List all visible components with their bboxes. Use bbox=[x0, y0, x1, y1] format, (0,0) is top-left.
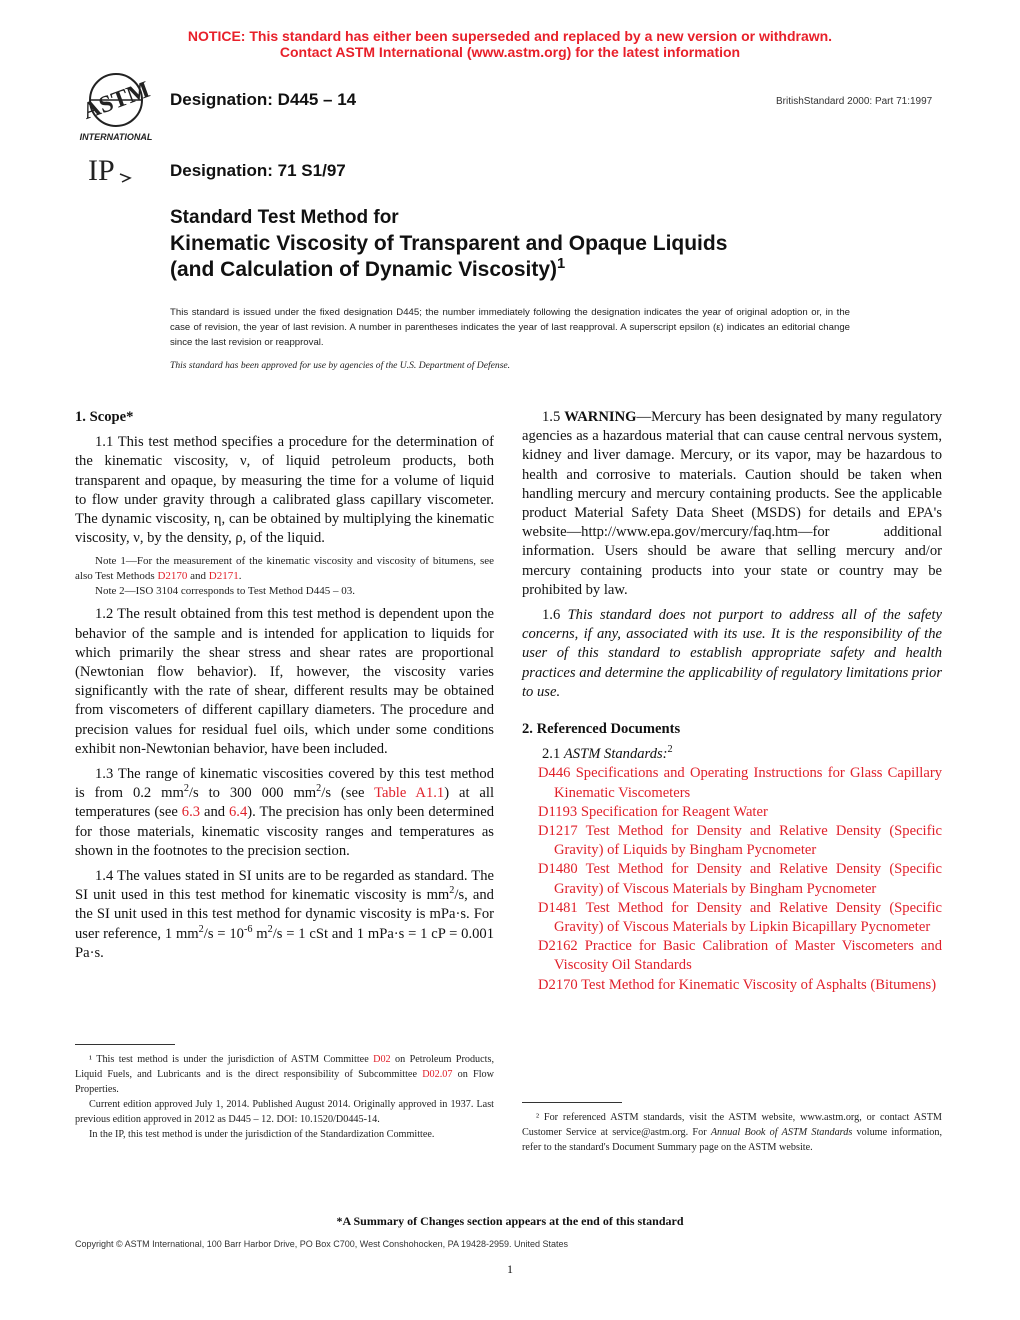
designation-astm: Designation: D445 – 14 bbox=[170, 90, 357, 109]
reference-list bbox=[522, 764, 942, 994]
link-d02[interactable]: D02 bbox=[373, 1054, 391, 1065]
reference-code[interactable]: D2170 bbox=[538, 976, 578, 993]
left-column bbox=[75, 408, 494, 963]
ip-logo bbox=[86, 152, 136, 186]
para-1-4: 1.4 The values stated in SI units are to be regarded as standard. The SI unit used in this test method for kinematic viscosity is $mm^2/s$, and the SI unit used in this test method for dynamic viscosity is mPa·s. For user reference, 1 $mm^2/s = 10^{-6}$ $m^2/s = 1$ cSt and 1 mPa·s = 1 cP = 0.001 Pa·s. bbox=[75, 868, 495, 961]
reference-code[interactable]: D446 bbox=[538, 765, 571, 782]
reference-item[interactable] bbox=[522, 860, 942, 898]
copyright: Copyright © ASTM International, 100 Barr Harbor Drive, PO Box C700, West Conshohocken, PA 19428-2959. United States bbox=[75, 1239, 569, 1249]
reference-item[interactable] bbox=[522, 899, 942, 937]
reference-item[interactable] bbox=[522, 976, 942, 995]
reference-item[interactable] bbox=[522, 822, 942, 860]
page-number: 1 bbox=[507, 1262, 513, 1276]
footnote-1: ¹ This test method is under the jurisdiction of ASTM Committee D02 on Petroleum Products, Liquid Fuels, and Lubricants and is the direct responsibility of Subcommittee D02.07 on Flow Properties. Current edition approved July 1, 2014. Published August 2014. Originally approved in 1937. Last previous edition approved in 2012 as D445 – 12. DOI: 10.1520/D0445-14. In the IP, this test method is under the jurisdiction of the Standardization Committee. bbox=[75, 1054, 495, 1140]
link-d2170[interactable]: D2170 bbox=[157, 570, 188, 583]
designation-ip: Designation: 71 S1/97 bbox=[170, 161, 346, 180]
reference-code[interactable]: D1481 bbox=[538, 899, 578, 916]
title-line-1: Standard Test Method for bbox=[170, 207, 399, 228]
svg-text:INTERNATIONAL: INTERNATIONAL bbox=[79, 132, 153, 142]
intro-text: This standard is issued under the fixed designation D445; the number immediately following the designation indicates the year of original adoption or, in the case of revision, the year of last revision. A number in parentheses indicates the year of last reapproval. A superscript epsilon (ε) indicates an editorial change since the last revision or reapproval. bbox=[170, 307, 850, 348]
dod-approval: This standard has been approved for use by agencies of the U.S. Department of Defense. bbox=[170, 360, 511, 371]
para-1-2: 1.2 The result obtained from this test method is dependent upon the behavior of the sample and is intended for application to liquids for which primarily the shear stress and shear rates are proportional (Newtonian flow behavior). If, however, the viscosity varies significantly with the rate of shear, different results may be obtained from viscometers of different capillary diameters. The procedure and precision values for residual fuel oils, which under some conditions exhibit non-Newtonian behavior, have been included. bbox=[75, 606, 494, 757]
notice-line-1: NOTICE: This standard has either been superseded and replaced by a new version or withdrawn. bbox=[187, 28, 833, 44]
note-2: Note 2—ISO 3104 corresponds to Test Method D445 – 03. bbox=[95, 585, 355, 598]
scope-heading: 1. Scope* bbox=[75, 409, 134, 425]
footnote-rule-left bbox=[75, 1044, 175, 1045]
link-6-3[interactable]: 6.3 bbox=[181, 804, 201, 821]
link-table-a1-1[interactable]: Table A1.1 bbox=[374, 785, 445, 802]
ip-logo-icon bbox=[86, 152, 136, 186]
notice-line-2: Contact ASTM International (www.astm.org) for the latest information bbox=[279, 44, 741, 60]
reference-title[interactable]: Specifications and Operating Instructions for Glass Capillary Kinematic Viscometers bbox=[554, 765, 942, 801]
astm-standards-label: 2.1 ASTM Standards:$^2$ bbox=[542, 744, 673, 763]
para-1-1: 1.1 This test method specifies a procedure for the determination of the kinematic viscosity, ν, of liquid petroleum products, both transparent and opaque, by measuring the time for a volume of liquid to flow under gravity through a calibrated glass capillary viscometer. The dynamic viscosity, η, can be obtained by multiplying the kinematic viscosity, ν, by the density, ρ, of the liquid. bbox=[75, 434, 494, 547]
reference-title[interactable]: Test Method for Density and Relative Density (Specific Gravity) of Liquids by Bingham Pycnometer bbox=[554, 823, 942, 859]
link-6-4[interactable]: 6.4 bbox=[229, 804, 248, 821]
note-1: Note 1—For the measurement of the kinematic viscosity and viscosity of bitumens, see also Test Methods D2170 and D2171. bbox=[75, 555, 494, 583]
footnote-2: ² For referenced ASTM standards, visit the ASTM website, www.astm.org, or contact ASTM Customer Service at service@astm.org. For Annual Book of ASTM Standards volume information, refer to the standard's Document Summary page on the ASTM website. bbox=[522, 1112, 942, 1153]
footnote-rule-right bbox=[522, 1102, 622, 1103]
reference-title[interactable]: Test Method for Kinematic Viscosity of Asphalts (Bitumens) bbox=[577, 976, 937, 993]
reference-title[interactable]: Practice for Basic Calibration of Master Viscometers and Viscosity Oil Standards bbox=[554, 938, 942, 974]
reference-code[interactable]: D1217 bbox=[538, 823, 578, 840]
para-1-5: 1.5 WARNING—Mercury has been designated by many regulatory agencies as a hazardous material that can cause central nervous system, kidney and liver damage. Mercury, or its vapor, may be hazardous to health and corrosive to materials. Caution should be taken when handling mercury and mercury containing products. See the applicable product Material Safety Data Sheet (MSDS) for details and EPA's website—http://www.epa.gov/mercury/faq.htm—for additional information. Users should be aware that selling mercury and/or mercury containing products into your state or country may be prohibited by law. bbox=[522, 409, 942, 598]
right-column bbox=[522, 408, 942, 995]
referenced-documents-heading: 2. Referenced Documents bbox=[522, 721, 681, 738]
para-1-6: 1.6 This standard does not purport to address all of the safety concerns, if any, associated with its use. It is the responsibility of the user of this standard to establish appropriate safety and health practices and determine the applicability of regulatory limitations prior to use. bbox=[522, 607, 942, 700]
svg-text:ASTM: ASTM bbox=[79, 76, 154, 126]
reference-item[interactable] bbox=[522, 764, 942, 802]
astm-logo bbox=[72, 72, 162, 144]
warning-label: WARNING bbox=[564, 409, 637, 425]
reference-code[interactable]: D1480 bbox=[538, 861, 578, 878]
reference-title[interactable]: Specification for Reagent Water bbox=[577, 803, 768, 820]
reference-code[interactable]: D2162 bbox=[538, 938, 578, 955]
link-d2171[interactable]: D2171 bbox=[208, 570, 239, 583]
svg-text:IP: IP bbox=[88, 154, 115, 186]
title-line-3: (and Calculation of Dynamic Viscosity)$^1$ bbox=[170, 256, 566, 281]
astm-logo-icon bbox=[72, 72, 162, 144]
summary-of-changes: *A Summary of Changes section appears at the end of this standard bbox=[336, 1214, 684, 1228]
reference-code[interactable]: D1193 bbox=[538, 803, 578, 820]
reference-title[interactable]: Test Method for Density and Relative Density (Specific Gravity) of Viscous Materials by Bingham Pycnometer bbox=[554, 861, 942, 897]
reference-item[interactable] bbox=[522, 803, 942, 822]
reference-title[interactable]: Test Method for Density and Relative Density (Specific Gravity) of Viscous Materials by Lipkin Bicapillary Pycnometer bbox=[554, 899, 942, 936]
title-line-2: Kinematic Viscosity of Transparent and Opaque Liquids bbox=[170, 232, 728, 255]
para-1-3: 1.3 The range of kinematic viscosities covered by this test method is from 0.2 $mm^2/s$ to 300 000 $mm^2/s$ (see Table A1.1) at all temperatures (see 6.3 and 6.4). The precision has only been determined for those materials, kinematic viscosity ranges and temperatures as shown in the footnotes to the precision section. bbox=[75, 766, 495, 859]
reference-item[interactable] bbox=[522, 937, 942, 975]
link-d02-07[interactable]: D02.07 bbox=[422, 1069, 453, 1080]
british-standard: BritishStandard 2000: Part 71:1997 bbox=[776, 96, 933, 107]
